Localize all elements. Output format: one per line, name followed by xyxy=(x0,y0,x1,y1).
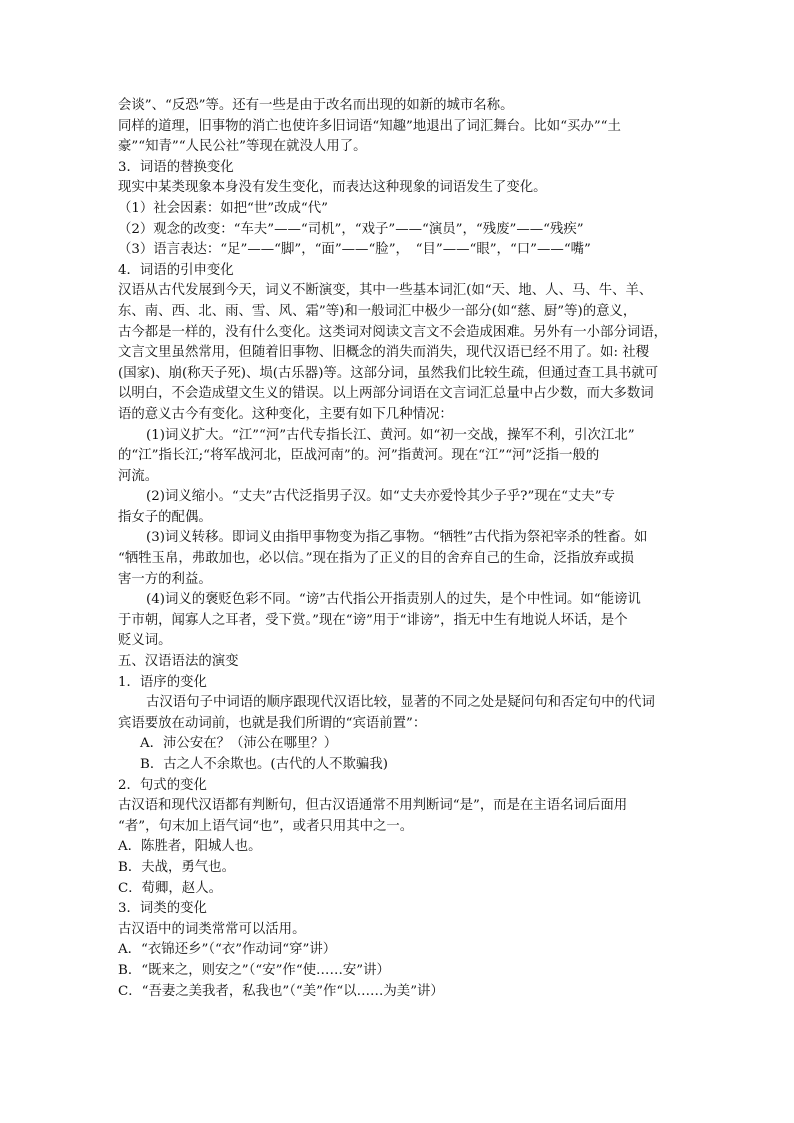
text-line: 文言文里虽然常用，但随着旧事物、旧概念的消失而消失，现代汉语已经不用了。如: 社稷 xyxy=(118,345,649,361)
text-line: (国家)、崩(称天子死)、埙(古乐器)等。这部分词，虽然我们比较生疏，但通过查工具书就可 xyxy=(118,365,659,381)
example-item: C．荀卿，赵人。 xyxy=(118,880,222,896)
text-line: (2)词义缩小。“丈夫”古代泛指男子汉。如“丈夫亦爱怜其少子乎?”现在“丈夫”专 xyxy=(146,489,615,505)
section-heading: 五、汉语语法的演变 xyxy=(118,654,239,670)
text-line: 指女子的配偶。 xyxy=(118,509,212,525)
text-line: “牺牲玉帛，弗敢加也，必以信。”现在指为了正义的目的舍弃自己的生命，泛指放弃或损 xyxy=(118,551,634,567)
text-line: 害一方的利益。 xyxy=(118,571,212,587)
text-line: (4)词义的褒贬色彩不同。“谤”古代指公开指责别人的过失，是个中性词。如“能谤讥 xyxy=(146,592,641,608)
text-line: (3)词义转移。即词义由指甲事物变为指乙事物。“牺牲”古代指为祭祀宰杀的牲畜。如 xyxy=(146,530,648,546)
example-item: A．陈胜者，阳城人也。 xyxy=(118,839,262,855)
text-line: 会谈”、“反恐”等。还有一些是由于改名而出现的如新的城市名称。 xyxy=(118,98,514,113)
text-line: 古汉语句子中词语的顺序跟现代汉语比较，显著的不同之处是疑问句和否定句中的代词 xyxy=(146,695,655,711)
text-line: 古汉语和现代汉语都有判断句，但古汉语通常不用判断词“是”，而是在主语名词后面用 xyxy=(118,798,628,814)
list-item: （3）语言表达：“足”——“脚”，“面”——“脸”， “目”——“眼”，“口”——“嘴” xyxy=(118,242,591,258)
text-line: “者”，句末加上语气词“也”，或者只用其中之一。 xyxy=(118,818,414,834)
text-line: 河流。 xyxy=(118,468,159,484)
text-line: (1)词义扩大。“江”“河”古代专指长江、黄河。如“初一交战，操军不利，引次江北” xyxy=(146,427,635,443)
example-item: A．沛公安在？（沛公在哪里？） xyxy=(140,736,338,752)
text-line: 贬义词。 xyxy=(118,633,172,649)
example-item: B．“既来之，则安之”（“安”作“使……安”讲） xyxy=(118,962,390,978)
example-item: C．“吾妻之美我者，私我也”（“美”作“以……为美”讲） xyxy=(118,983,444,999)
section-heading: 2．句式的变化 xyxy=(118,777,207,793)
example-item: B．夫战，勇气也。 xyxy=(118,859,235,875)
example-item: A．“衣锦还乡”（“衣”作动词“穿”讲） xyxy=(118,942,337,958)
text-line: 的“江”指长江;“将军战河北，臣战河南”的。河”指黄河。现在“江”“河”泛指一般的 xyxy=(118,448,600,464)
section-heading: 3．词语的替换变化 xyxy=(118,159,234,175)
text-line: 同样的道理，旧事物的消亡也使许多旧词语“知趣”地退出了词汇舞台。比如“买办”“土 xyxy=(118,118,621,134)
text-line: 语的意义古今有变化。这种变化，主要有如下几种情况： xyxy=(118,406,453,422)
document-page xyxy=(118,96,678,1002)
text-line: 以明白，不会造成望文生义的错误。以上两部分词语在文言词汇总量中占少数，而大多数词 xyxy=(118,386,654,402)
example-item: B．古之人不余欺也。(古代的人不欺骗我) xyxy=(140,757,388,772)
text-line: 汉语从古代发展到今天，词义不断演变，其中一些基本词汇(如“天、地、人、马、牛、羊、 xyxy=(118,283,653,299)
text-line: 于市朝，闻寡人之耳者，受下赏。”现在“谤”用于“诽谤”，指无中生有地说人坏话，是个 xyxy=(118,612,628,628)
section-heading: 4．词语的引申变化 xyxy=(118,262,234,278)
text-line: 古汉语中的词类常常可以活用。 xyxy=(118,921,306,937)
section-heading: 1．语序的变化 xyxy=(118,674,207,690)
list-item: （1）社会因素：如把“世”改成“代” xyxy=(118,200,328,216)
text-line: 东、南、西、北、雨、雪、风、霜”等)和一般词汇中极少一部分(如“慈、厨”等)的意义， xyxy=(118,303,637,319)
text-line: 现实中某类现象本身没有发生变化，而表达这种现象的词语发生了变化。 xyxy=(118,180,547,196)
text-line: 古今都是一样的，没有什么变化。这类词对阅读文言文不会造成困难。另外有一小部分词语， xyxy=(118,324,668,340)
text-line: 豪”“知青”“人民公社”等现在就没人用了。 xyxy=(118,139,367,155)
list-item: （2）观念的改变：“车夫”——“司机”，“戏子”——“演员”，“残废”——“残疾” xyxy=(118,221,584,237)
text-line: 宾语要放在动词前，也就是我们所谓的“宾语前置”： xyxy=(118,715,427,731)
section-heading: 3．词类的变化 xyxy=(118,901,207,917)
